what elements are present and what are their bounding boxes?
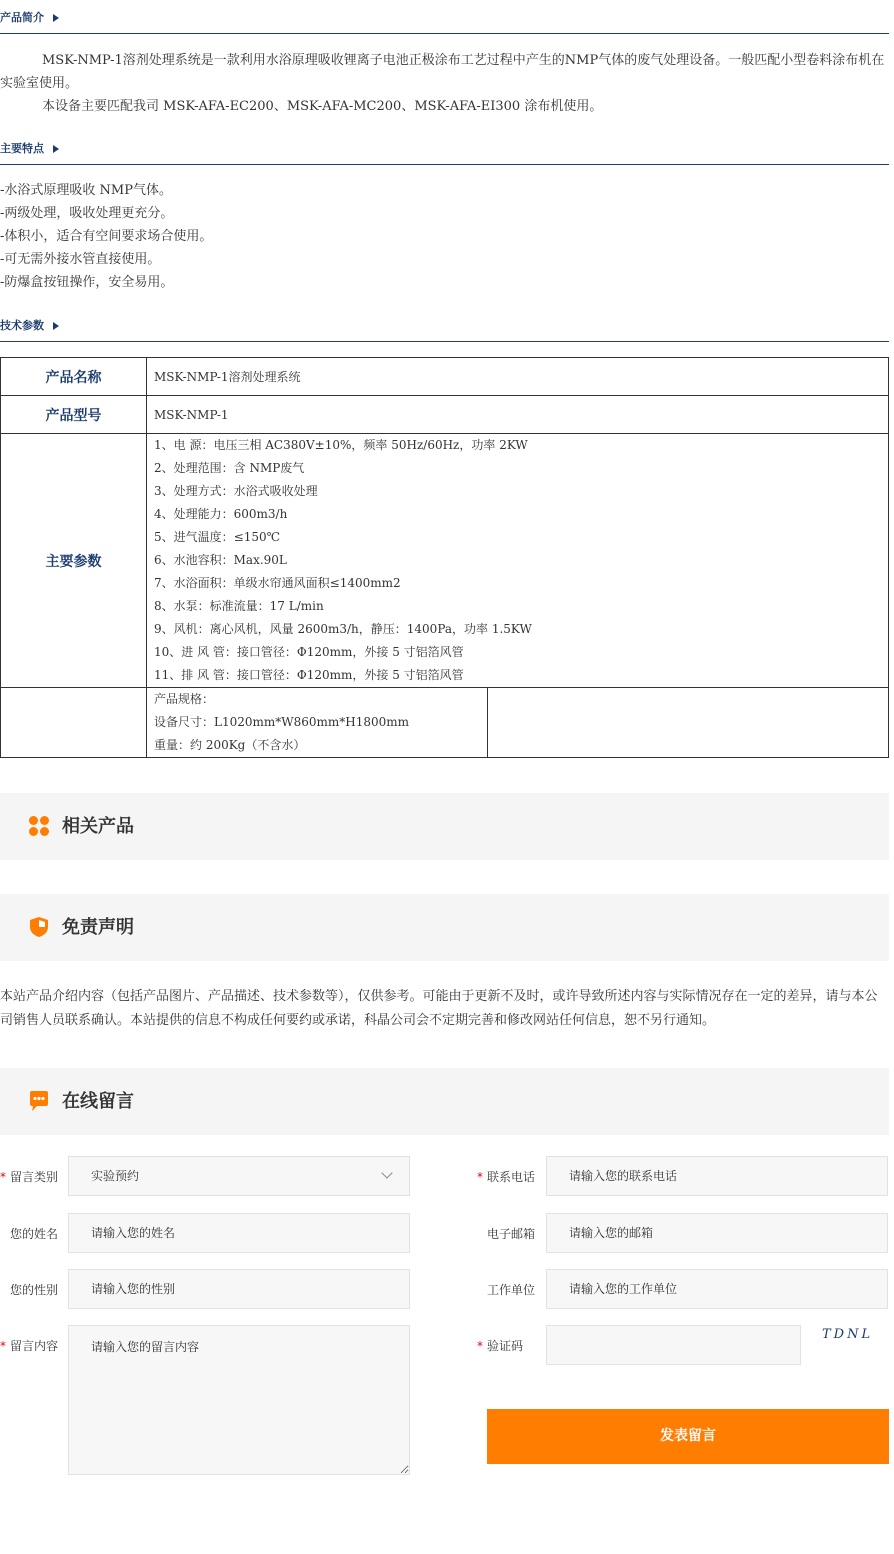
spec-row-name [1, 358, 889, 396]
intro-text [0, 49, 889, 118]
spec-value-size [147, 688, 488, 758]
shield-icon [28, 916, 50, 938]
disclaimer-header [0, 894, 889, 961]
section-header-intro [0, 10, 889, 34]
size-item: 重量：约 200Kg（不含水） [154, 738, 306, 752]
category-select-value: 实验预约 [91, 1169, 140, 1183]
content-label: * 留言内容 [0, 1339, 59, 1353]
clover-icon [28, 815, 50, 837]
chevron-down-icon [381, 1167, 392, 1178]
gender-label: 您的性别 [10, 1283, 59, 1297]
captcha-label: * 验证码 [477, 1339, 524, 1353]
required-mark: * [0, 1339, 6, 1353]
submit-message-button[interactable]: 发表留言 [487, 1409, 889, 1464]
feature-item: -防爆盒按钮操作，安全易用。 [0, 275, 174, 290]
related-products-title: 相关产品 [62, 816, 134, 837]
phone-label: * 联系电话 [477, 1170, 536, 1184]
spec-value-name: MSK-NMP-1溶剂处理系统 [147, 358, 889, 396]
spec-row-size [1, 688, 889, 758]
param-item: 10、进 风 管：接口管径：Φ120mm，外接 5 寸铝箔风管 [154, 645, 464, 659]
company-input[interactable] [546, 1269, 888, 1309]
captcha-image[interactable]: TDNL [822, 1327, 874, 1342]
disclaimer-title: 免责声明 [62, 917, 134, 938]
param-item: 11、排 风 管：接口管径：Φ120mm，外接 5 寸铝箔风管 [154, 668, 464, 682]
email-input[interactable] [546, 1213, 888, 1253]
param-item: 3、处理方式：水浴式吸收处理 [154, 484, 318, 498]
related-products-header [0, 793, 889, 860]
param-item: 2、处理范围：含 NMP废气 [154, 461, 305, 475]
captcha-input[interactable] [546, 1325, 801, 1365]
required-mark: * [0, 1170, 6, 1184]
spec-table [0, 357, 889, 758]
param-item: 4、处理能力：600m3/h [154, 507, 288, 521]
spec-row-model [1, 396, 889, 434]
size-item: 设备尺寸：L1020mm*W860mm*H1800mm [154, 715, 410, 729]
spec-cell-empty [488, 688, 889, 758]
chat-bubble-icon [28, 1090, 50, 1112]
name-label: 您的姓名 [10, 1227, 59, 1241]
param-item: 1、电 源：电压三相 AC380V±10%，频率 50Hz/60Hz，功率 2KW [154, 438, 528, 452]
param-item: 8、水泵：标准流量：17 L/min [154, 599, 324, 613]
section-header-features [0, 141, 889, 165]
category-label: * 留言类别 [0, 1170, 59, 1184]
name-input[interactable] [68, 1213, 410, 1253]
section-title-features: 主要特点 [0, 142, 44, 155]
category-select[interactable] [68, 1156, 410, 1196]
message-header [0, 1068, 889, 1135]
company-label: 工作单位 [487, 1283, 536, 1297]
feature-item: -水浴式原理吸收 NMP气体。 [0, 183, 172, 198]
phone-input[interactable] [546, 1156, 888, 1196]
param-item: 7、水浴面积：单级水帘通风面积≤1400mm2 [154, 576, 401, 590]
required-mark: * [477, 1339, 483, 1353]
intro-paragraph-1: MSK-NMP-1溶剂处理系统是一款利用水浴原理吸收锂离子电池正极涂布工艺过程中产生的NMP气体的废气处理设备。一般匹配小型卷料涂布机在实验室使用。 [0, 53, 885, 91]
section-title-intro: 产品简介 [0, 11, 44, 24]
section-title-specs: 技术参数 [0, 319, 44, 332]
spec-row-params [1, 434, 889, 688]
param-item: 5、进气温度：≤150℃ [154, 530, 281, 544]
message-title: 在线留言 [62, 1091, 134, 1112]
section-header-specs [0, 318, 889, 342]
required-mark: * [477, 1170, 483, 1184]
email-label: 电子邮箱 [487, 1227, 536, 1241]
param-item: 9、风机：离心风机，风量 2600m3/h，静压：1400Pa，功率 1.5KW [154, 622, 532, 636]
spec-label-params: 主要参数 [1, 434, 147, 688]
content-textarea[interactable] [68, 1325, 410, 1475]
spec-value-model: MSK-NMP-1 [147, 396, 889, 434]
intro-paragraph-2: 本设备主要匹配我司 MSK-AFA-EC200、MSK-AFA-MC200、MSK-AFA-EI300 涂布机使用。 [42, 99, 603, 114]
features-list [0, 179, 212, 294]
triangle-right-icon [53, 322, 59, 330]
size-item: 产品规格： [154, 692, 215, 706]
feature-item: -两级处理，吸收处理更充分。 [0, 206, 174, 221]
feature-item: -体积小，适合有空间要求场合使用。 [0, 229, 213, 244]
triangle-right-icon [53, 145, 59, 153]
spec-label-empty [1, 688, 147, 758]
gender-input[interactable] [68, 1269, 410, 1309]
disclaimer-text: 本站产品介绍内容（包括产品图片、产品描述、技术参数等），仅供参考。可能由于更新不及时，或许导致所述内容与实际情况存在一定的差异，请与本公司销售人员联系确认。本站提供的信息不构成任何要约或承诺，科晶公司会不定期完善和修改网站任何信息，恕不另行通知。 [0, 989, 878, 1028]
triangle-right-icon [53, 14, 59, 22]
feature-item: -可无需外接水管直接使用。 [0, 252, 161, 267]
spec-label-model: 产品型号 [1, 396, 147, 434]
spec-label-name: 产品名称 [1, 358, 147, 396]
param-item: 6、水池容积：Max.90L [154, 553, 287, 567]
spec-value-params [147, 434, 889, 688]
